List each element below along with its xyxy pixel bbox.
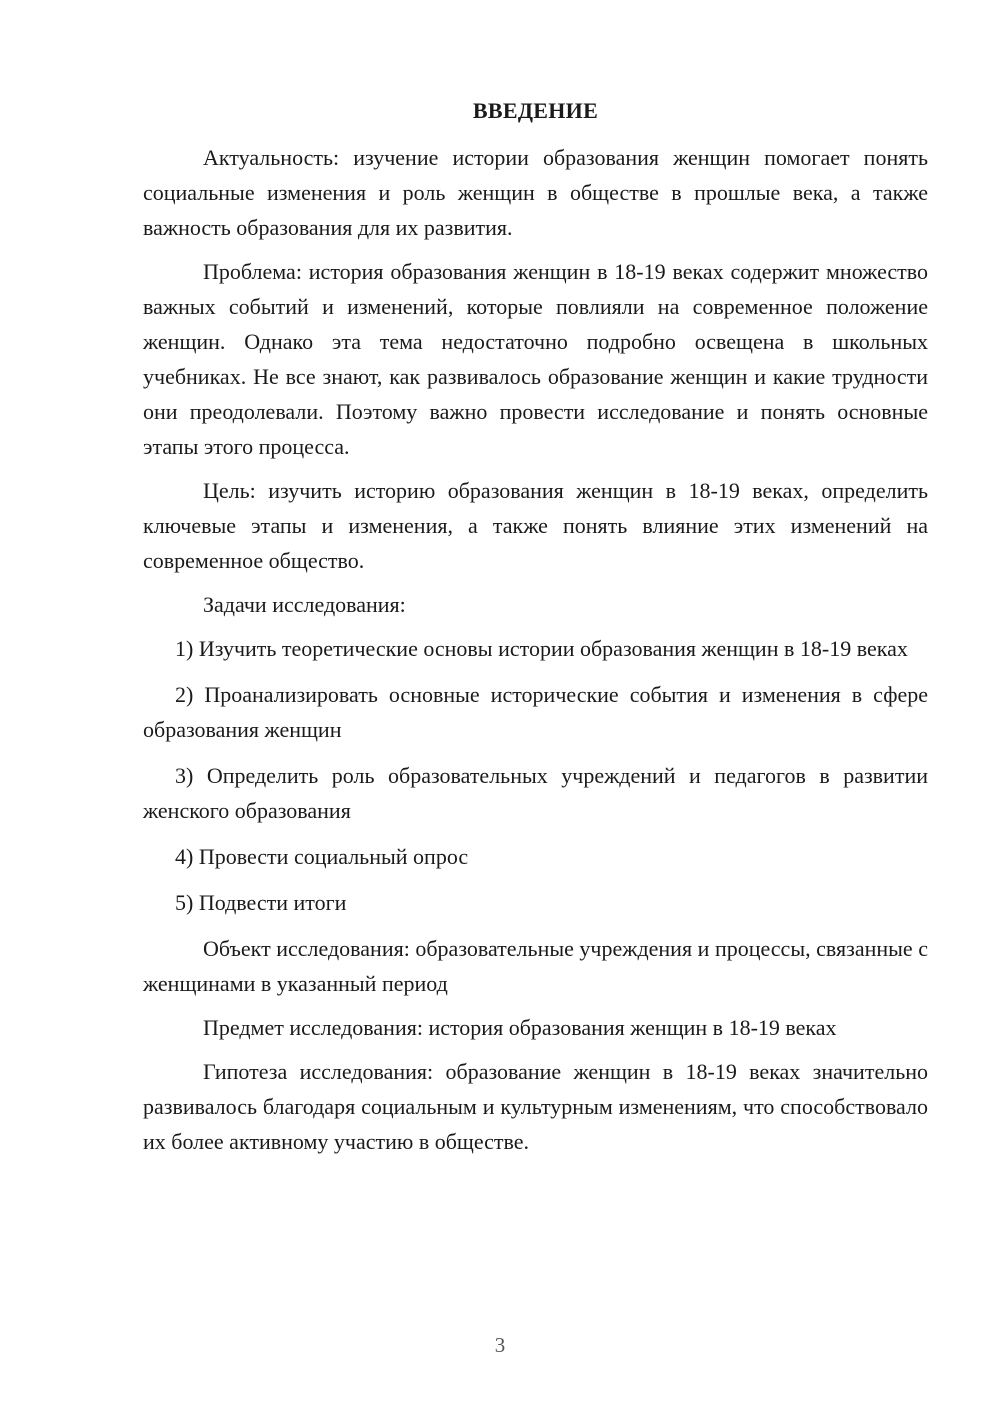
paragraph-tasks-heading: Задачи исследования:	[203, 592, 406, 617]
paragraph-hypothesis: Гипотеза исследования: образование женщин в 18-19 веках значительно развивалось благодаря социальным и культурным изменениям, что способствовало их более активному участию в обществе.	[143, 1059, 928, 1154]
task-item: 2) Проанализировать основные исторические события и изменения в сфере образования женщин	[143, 682, 928, 742]
document-page	[143, 96, 928, 1168]
paragraph-subject: Предмет исследования: история образования женщин в 18-19 веках	[203, 1015, 837, 1040]
paragraph-relevance: Актуальность: изучение истории образования женщин помогает понять социальные изменения и роль женщин в обществе в прошлые века, а также важность образования для их развития.	[143, 145, 928, 240]
paragraph-problem: Проблема: история образования женщин в 18-19 веках содержит множество важных событий и изменений, которые повлияли на современное положение женщин. Однако эта тема недостаточно подробно освещена в школьных учебниках. Не все знают, как развивалось образование женщин и какие трудности они преодолевали. Поэтому важно провести исследование и понять основные этапы этого процесса.	[143, 259, 928, 459]
paragraph-object: Объект исследования: образовательные учреждения и процессы, связанные с женщинами в указанный период	[143, 936, 928, 996]
paragraph-goal: Цель: изучить историю образования женщин в 18-19 веках, определить ключевые этапы и изменения, а также понять влияние этих изменений на современное общество.	[143, 478, 928, 573]
task-item: 3) Определить роль образовательных учреждений и педагогов в развитии женского образования	[143, 763, 928, 823]
task-item: 5) Подвести итоги	[175, 890, 347, 915]
task-item: 1) Изучить теоретические основы истории образования женщин в 18-19 веках	[175, 636, 908, 661]
document-title: ВВЕДЕНИЕ	[472, 98, 599, 123]
page-number: 3	[494, 1333, 506, 1357]
task-item: 4) Провести социальный опрос	[175, 844, 469, 869]
